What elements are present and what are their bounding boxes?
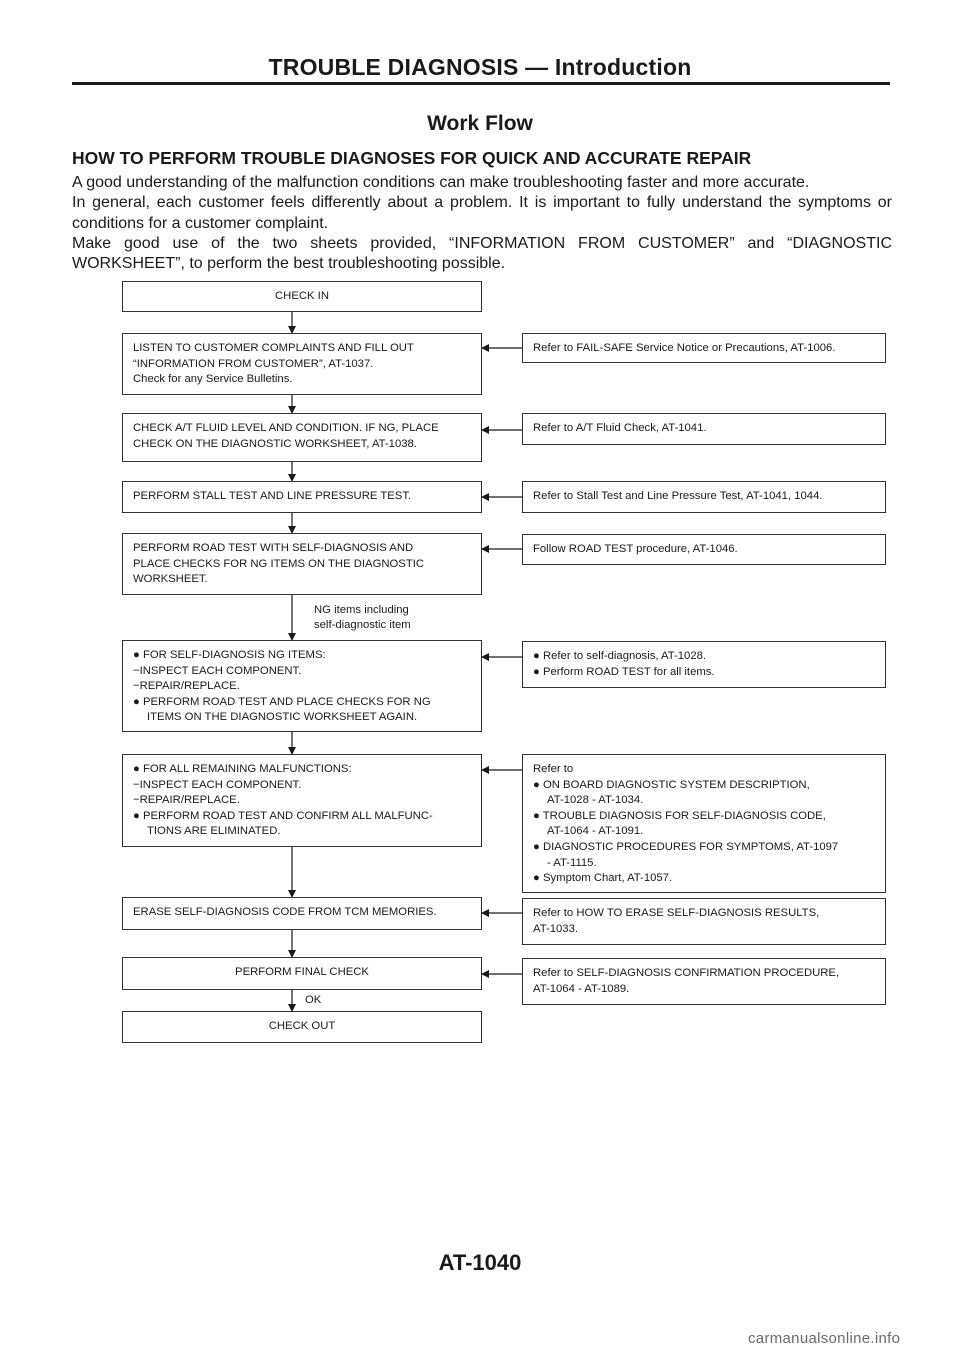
ref-fluid-check-box xyxy=(522,413,886,445)
step-listen-box xyxy=(122,333,482,395)
step-stall-text: PERFORM STALL TEST AND LINE PRESSURE TEST. xyxy=(133,490,412,502)
bullet-icon: ● xyxy=(133,809,140,822)
step6-dash-1: −INSPECT EACH COMPONENT. xyxy=(133,778,302,791)
ng-items-label xyxy=(314,603,411,632)
ref-fail-safe-box xyxy=(522,333,886,363)
check-in-text: CHECK IN xyxy=(275,290,329,302)
ref6-bullet-1: ● ON BOARD DIAGNOSTIC SYSTEM DESCRIPTION, xyxy=(533,778,810,791)
step-fluid-line-1: CHECK A/T FLUID LEVEL AND CONDITION. IF NG, PLACE xyxy=(133,422,439,434)
ref-stall-test-text: Refer to Stall Test and Line Pressure Test, AT-1041, 1044. xyxy=(533,490,823,502)
page-header-title: TROUBLE DIAGNOSIS — Introduction xyxy=(268,54,692,80)
ref6-bullet-4: ● Symptom Chart, AT-1057. xyxy=(533,872,673,885)
ref-erase-box xyxy=(522,898,886,945)
ref5-bullet-2: ● Perform ROAD TEST for all items. xyxy=(533,665,715,678)
ref6-bullet-3: ● DIAGNOSTIC PROCEDURES FOR SYMPTOMS, AT-1097 xyxy=(533,840,839,853)
ref-fluid-check-text: Refer to A/T Fluid Check, AT-1041. xyxy=(533,422,707,434)
ref6-intro: Refer to xyxy=(533,763,574,775)
ref-confirmation-box xyxy=(522,958,886,1005)
step-listen-line-2: “INFORMATION FROM CUSTOMER”, AT-1037. xyxy=(133,357,374,370)
check-in-box xyxy=(122,281,482,312)
bullet-icon: ● xyxy=(533,872,540,885)
bullet-icon: ● xyxy=(533,809,540,822)
ok-label: OK xyxy=(305,994,322,1006)
section-title: Work Flow xyxy=(427,112,533,135)
step-final-check-box xyxy=(122,957,482,990)
ref-erase-line-1: Refer to HOW TO ERASE SELF-DIAGNOSIS RESULTS, xyxy=(533,907,820,919)
step-self-diag-box xyxy=(122,640,482,732)
ref6-bullet-2: ● TROUBLE DIAGNOSIS FOR SELF-DIAGNOSIS CODE, xyxy=(533,809,826,822)
bullet-icon: ● xyxy=(533,650,540,662)
intro-paragraph-3: Make good use of the two sheets provided, “INFORMATION FROM CUSTOMER” and “DIAGNOSTIC WORKSHEET”, to perform the best troubleshooting possible. xyxy=(72,234,892,273)
ref-diagnostic-list-box xyxy=(522,754,886,893)
check-out-box xyxy=(122,1011,482,1043)
ref6-bullet-1-cont: AT-1028 - AT-1034. xyxy=(547,794,644,807)
step5-bullet-2: ● PERFORM ROAD TEST AND PLACE CHECKS FOR NG xyxy=(133,695,431,708)
step-remaining-box xyxy=(122,754,482,847)
ref-confirmation-line-1: Refer to SELF-DIAGNOSIS CONFIRMATION PROCEDURE, xyxy=(533,967,840,979)
step-erase-box xyxy=(122,897,482,930)
step-fluid-box xyxy=(122,413,482,462)
intro-paragraph-2: In general, each customer feels differently about a problem. It is important to fully understand the symptoms or conditions for a customer complaint. xyxy=(72,194,892,232)
step6-bullet-2: ● PERFORM ROAD TEST AND CONFIRM ALL MALFUNC- xyxy=(133,809,433,822)
step-road-line-1: PERFORM ROAD TEST WITH SELF-DIAGNOSIS AND xyxy=(133,542,414,554)
step-fluid-line-2: CHECK ON THE DIAGNOSTIC WORKSHEET, AT-1038. xyxy=(133,437,417,450)
bullet-icon: ● xyxy=(133,695,140,708)
ref-confirmation-line-2: AT-1064 - AT-1089. xyxy=(533,982,630,995)
step-listen-line-1: LISTEN TO CUSTOMER COMPLAINTS AND FILL OUT xyxy=(133,342,414,354)
ref5-bullet-1: ● Refer to self-diagnosis, AT-1028. xyxy=(533,650,707,662)
page-number: AT-1040 xyxy=(438,1250,522,1275)
bullet-icon: ● xyxy=(533,778,540,791)
ref-road-test-box xyxy=(522,534,886,565)
intro-paragraph-1: A good understanding of the malfunction conditions can make troubleshooting faster and more accurate. xyxy=(72,174,810,191)
bullet-icon: ● xyxy=(133,763,140,775)
step-stall-box xyxy=(122,481,482,513)
step5-dash-2: −REPAIR/REPLACE. xyxy=(133,680,240,693)
ref-fail-safe-text: Refer to FAIL-SAFE Service Notice or Precautions, AT-1006. xyxy=(533,342,836,354)
ref-self-diag-box xyxy=(522,641,886,688)
ng-label-line-1: NG items including xyxy=(314,604,409,616)
step-erase-text: ERASE SELF-DIAGNOSIS CODE FROM TCM MEMORIES. xyxy=(133,906,437,918)
step-road-test-box xyxy=(122,533,482,595)
ref-stall-test-box xyxy=(522,481,886,513)
ref-road-test-text: Follow ROAD TEST procedure, AT-1046. xyxy=(533,543,738,555)
check-out-text: CHECK OUT xyxy=(268,1020,336,1032)
bullet-icon: ● xyxy=(533,665,540,678)
sub-heading: HOW TO PERFORM TROUBLE DIAGNOSES FOR QUICK AND ACCURATE REPAIR xyxy=(72,148,752,168)
step5-bullet-1: ● FOR SELF-DIAGNOSIS NG ITEMS: xyxy=(133,649,326,661)
step-road-line-3: WORKSHEET. xyxy=(133,573,208,586)
step5-bullet-2-cont: ITEMS ON THE DIAGNOSTIC WORKSHEET AGAIN. xyxy=(147,711,418,724)
step5-dash-1: −INSPECT EACH COMPONENT. xyxy=(133,664,302,677)
step-final-check-text: PERFORM FINAL CHECK xyxy=(235,966,369,978)
ng-label-line-2: self-diagnostic item xyxy=(314,618,411,631)
step-road-line-2: PLACE CHECKS FOR NG ITEMS ON THE DIAGNOSTIC xyxy=(133,557,425,570)
watermark: carmanualsonline.info xyxy=(748,1330,901,1347)
ref6-bullet-2-cont: AT-1064 - AT-1091. xyxy=(547,825,644,838)
ref-erase-line-2: AT-1033. xyxy=(533,922,579,935)
ref6-bullet-3-cont: - AT-1115. xyxy=(547,856,597,869)
step6-bullet-2-cont: TIONS ARE ELIMINATED. xyxy=(147,825,281,838)
step-listen-line-3: Check for any Service Bulletins. xyxy=(133,373,293,386)
bullet-icon: ● xyxy=(133,649,140,661)
bullet-icon: ● xyxy=(533,840,540,853)
step6-bullet-1: ● FOR ALL REMAINING MALFUNCTIONS: xyxy=(133,763,352,775)
step6-dash-2: −REPAIR/REPLACE. xyxy=(133,794,240,807)
